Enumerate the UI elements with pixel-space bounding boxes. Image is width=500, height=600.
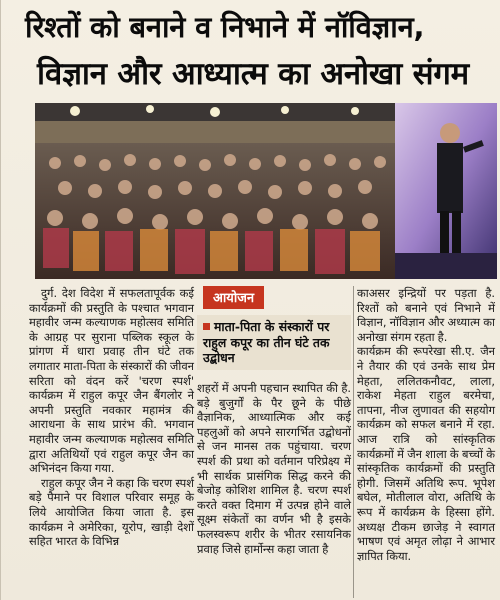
subheadline-text: माता-पिता के संस्कारों पर राहुल कपूर का तीन घंटे तक उद्बोधन [203,319,330,365]
bullet-icon [203,323,210,330]
article-column-1 [29,286,194,549]
article-column-2 [197,381,351,556]
subheadline [197,315,351,370]
article-paragraph: काअसर इन्द्रियों पर पड़ता है. रिश्तों को बनाने एवं निभाने में विज्ञान, नॉविज्ञान और अध्यात्म का अनोखा संगम रहता है. [357,286,495,344]
headline-line-2: विज्ञान और आध्यात्म का अनोखा संगम [37,56,470,92]
section-tag: आयोजन [203,286,264,309]
article-paragraph: दुर्ग. देश विदेश में सफलतापूर्वक कई कार्यक्रमों की प्रस्तुति के पश्चात भगवान महावीर जन्म कल्याणक महोत्सव समिति के आग्रह पर सुराना पब्लिक स्कूल के प्रांगण में धारा प्रवाह तीन घंटे तक लगातार माता-पिता के संस्कारों की जीवन सरिता को वंदन करें 'चरण स्पर्श' कार्यक्रम में राहुल कपूर जैन बैंगलोर ने अपनी प्रस्तुति नवकार महामंत्र की आराधना के साथ प्रारंभ की. भगवान महावीर जन्म कल्याणक महोत्सव समिति द्वारा अतिथियों एवं राहुल कपूर जैन का अभिनंदन किया गया. [29,286,194,476]
column-divider [353,286,354,598]
article-paragraph: राहुल कपूर जैन ने कहा कि चरण स्पर्श बड़े पैमाने पर विशाल परिवार समूह के लिये आयोजित किया जाता है. इस कार्यक्रम ने अमेरिका, यूरोप, खाड़ी देशों सहित भारत के विभिन्न [29,475,194,549]
article-column-3 [357,286,495,563]
subhead-box [197,286,351,376]
event-photo-illustration [35,103,497,279]
headline [25,4,495,98]
article-paragraph: कार्यक्रम की रूपरेखा सी.ए. जैन ने तैयार की एवं उनके साथ प्रेम मेहता, ललितकनौवट, लाला, राकेश मेहता राहुल बरमेचा, तापना, नीज लुणावत की सहयोग कार्यक्रम को सफल बनाने में रहा. आज रात्रि को सांस्कृतिक कार्यक्रमों में जैन शाला के बच्चों के सांस्कृतिक कार्यक्रमों की प्रस्तुति होगी. जिसमें अतिथि रूप. भूपेश बघेल, मोतीलाल वोरा, अतिथि के रूप में कार्यक्रम के हिस्सा होंगे. अध्यक्ष टीकम छाजेड़ ने स्वागत भाषण एवं अमृत लोढ़ा ने आभार ज्ञापित किया. [357,344,495,563]
event-photo [35,103,497,279]
article-paragraph: शहरों में अपनी पहचान स्थापित की है. बड़े बुजुर्गों के पैर छूने के पीछे वैज्ञानिक, आध्यात्मिक और कई पहलुओं को अपने सारगर्भित उद्बोधनों से जन मानस तक पहुंचाया. चरण स्पर्श की प्रथा को वर्तमान परिप्रेक्ष्य में भी सार्थक प्रासंगिक सिद्ध करने की बेजोड़ कोशिश शामिल है. चरण स्पर्श करते वक्त दिमाग में उत्पन्न होने वाले सूक्ष्म संकेतों का वर्णन भी है इसके फलस्वरूप शरीर के भीतर रसायनिक प्रवाह जिसे हार्मोन्स कहा जाता है [197,381,351,556]
headline-line-1: रिश्तों को बनाने व निभाने में नॉविज्ञान, [25,10,425,44]
